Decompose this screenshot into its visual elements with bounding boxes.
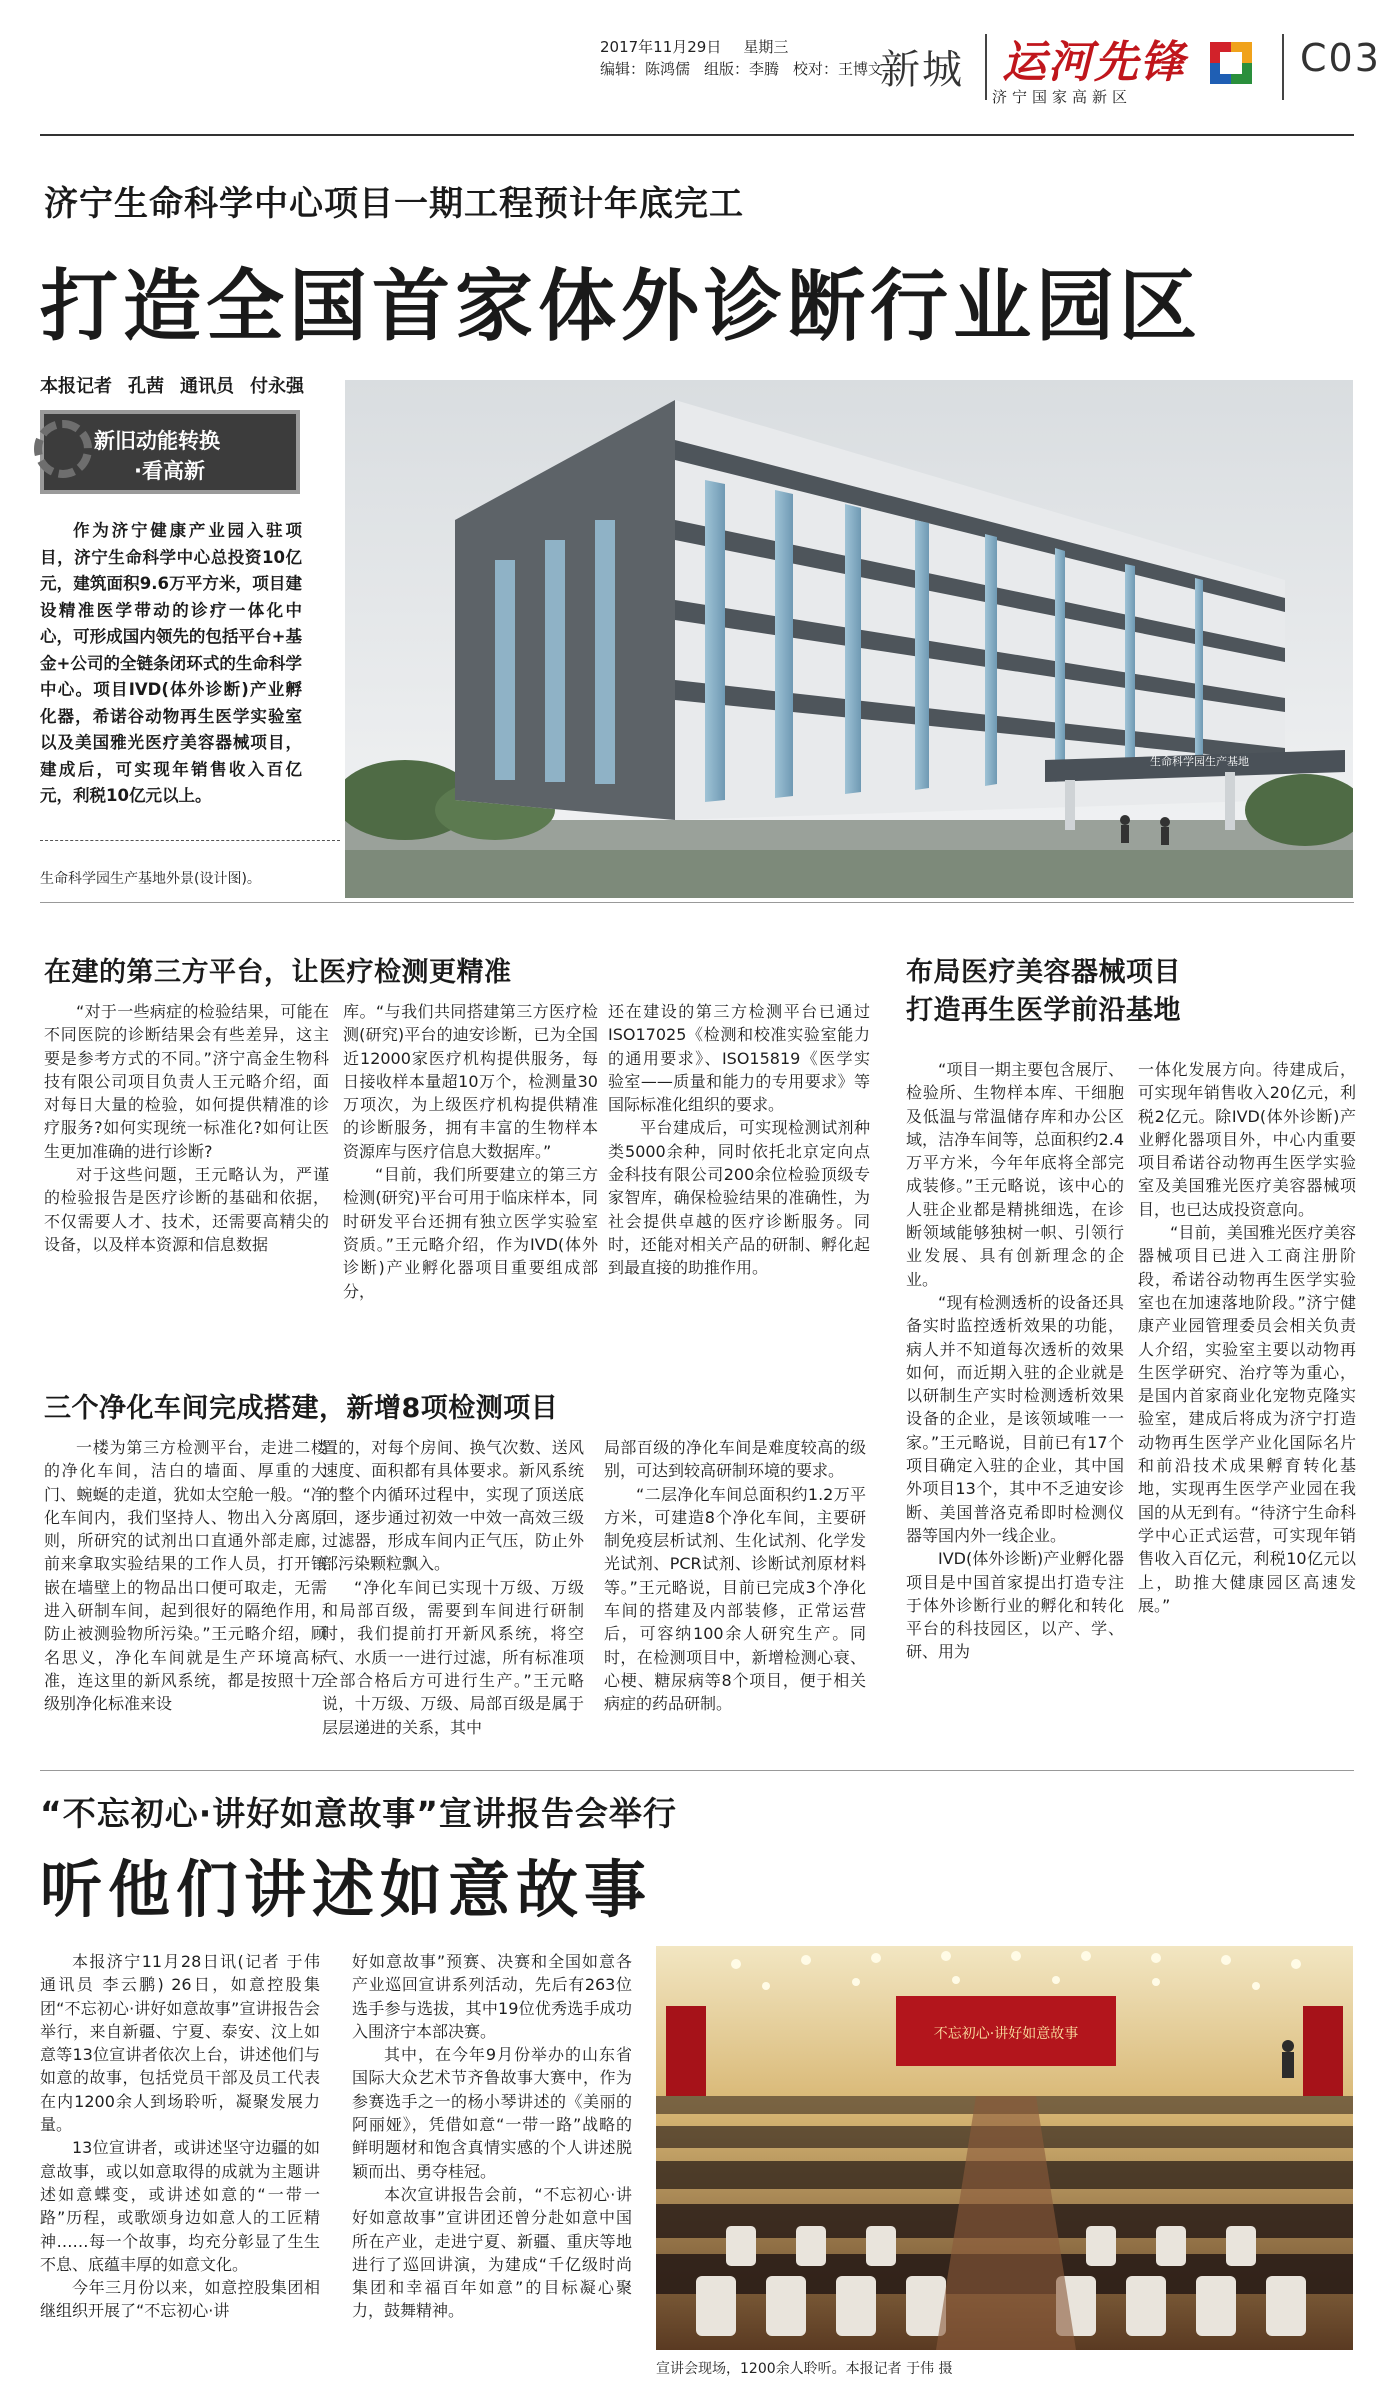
- paragraph: 好如意故事”预赛、决赛和全国如意各产业巡回宣讲系列活动，先后有263位选手参与选拔，其中19位优秀选手成功入围济宁本部决赛。: [352, 1952, 632, 2041]
- paragraph: “项目一期主要包含展厅、检验所、生物样本库、干细胞及低温与常温储存库和办公区域，洁净车间等，总面积约2.4万平方米，今年年底将全部完成装修。”王元略说，该中心的人驻企业都是精挑细选，在诊断领域能够独树一帜、引领行业发展、具有创新理念的企业。: [906, 1060, 1124, 1289]
- header-divider: [985, 34, 987, 100]
- paragraph: “目前，美国雅光医疗美容器械项目已进入工商注册阶段，希诺谷动物再生医学实验室也在加速落地阶段。”济宁健康产业园管理委员会相关负责人介绍，实验室主要以动物再生医学研究、治疗等为重心，是国内首家商业化宠物克隆实验室，建成后将成为济宁打造动物再生医学产业化国际名片和前沿技术成果孵育转化基地，实现再生医学产业园在我国的从无到有。“待济宁生命科学中心正式运营，可实现年销售收入百亿元，利税10亿元以上，助推大健康园区高速发展。”: [1138, 1223, 1356, 1615]
- section2-column-1: [44, 1436, 327, 1716]
- paragraph: 置的，对每个房间、换气次数、送风速度、面积都有具体要求。新风系统的整个内循环过程中，实现了顶送底回，逐步通过初效一中效一高效三级过滤器，形成车间内正气压，防止外部污染颗粒飘入。: [322, 1438, 584, 1574]
- stage-banner: 不忘初心·讲好如意故事: [933, 2026, 1079, 2042]
- paragraph: 局部百级的净化车间是难度较高的级别，可达到较高研制环境的要求。: [604, 1438, 866, 1481]
- issue-date: 2017年11月29日: [600, 38, 722, 56]
- section1-heading: 在建的第三方平台，让医疗检测更精准: [44, 957, 512, 988]
- section1-column-2: [343, 1000, 598, 1303]
- header-divider-2: [1282, 34, 1284, 100]
- article1-lead: [40, 518, 302, 810]
- badge-line1: 新旧动能转换: [94, 429, 220, 453]
- article1-title: 打造全国首家体外诊断行业园区: [40, 262, 1203, 352]
- section-name: 新城: [880, 47, 964, 93]
- header-rule: [40, 134, 1354, 136]
- section2-column-2: [322, 1436, 584, 1739]
- article2-title: 听他们讲述如意故事: [40, 1853, 653, 1926]
- section3-heading: [906, 954, 1181, 1030]
- section-rule: [40, 902, 1354, 903]
- page-number: C03: [1300, 36, 1381, 80]
- column-badge: [40, 410, 300, 494]
- paragraph: “净化车间已实现十万级、万级和局部百级，需要到车间进行研制时，我们提前打开新风系统，将空气、水质一一进行过滤，所有标准项全部合格后方可进行生产。”王元略说，十万级、万级、局部百级是属于层层递进的关系，其中: [322, 1577, 584, 1737]
- badge-line2: ·看高新: [134, 459, 205, 483]
- byline-role: 通讯员: [180, 376, 234, 397]
- paragraph: 其中，在今年9月份举办的山东省国际大众艺术节齐鲁故事大赛中，作为参赛选手之一的杨小琴讲述的《美丽的阿丽娅》，凭借如意“一带一路”战略的鲜明题材和饱含真情实感的个人讲述脱颖而出、勇夺桂冠。: [352, 2045, 632, 2181]
- photo1-caption: 生命科学园生产基地外景(设计图)。: [40, 871, 261, 887]
- conference-hall-photo: [656, 1946, 1353, 2350]
- building-sign: 生命科学园生产基地: [1150, 755, 1249, 768]
- paragraph: “现有检测透析的设备还具备实时监控透析效果的功能，病人并不知道每次透析的效果如何，而近期入驻的企业就是以研制生产实时检测透析效果设备的企业，是该领域唯一一家。”王元略说，目前已有17个项目确定入驻的企业，其中国外项目13个，其中不乏迪安诊断、美国普洛克希即时检测仪器等国内外一线企业。: [906, 1292, 1124, 1545]
- section1-column-3: [608, 1000, 870, 1280]
- article1-byline: [40, 372, 304, 398]
- masthead-meta: [600, 36, 900, 80]
- paper-logo: 运河先锋: [1002, 37, 1186, 88]
- article2-column-1: [40, 1950, 320, 2323]
- layout-credit: 组版：李腾: [704, 60, 780, 78]
- section3-column-1: [906, 1058, 1124, 1664]
- issue-weekday: 星期三: [743, 38, 789, 56]
- byline-name: 付永强: [250, 376, 304, 397]
- paragraph: 一楼为第三方检测平台，走进二楼的净化车间，洁白的墙面、厚重的大门、蜿蜒的走道，犹如太空舱一般。“净化车间内，我们坚持人、物出入分离原则，所研究的试剂出口直通外部走廊，前来拿取实验结果的工作人员，打开镶嵌在墙壁上的物品出口便可取走，无需进入研制车间，起到很好的隔绝作用，防止被测验物所污染。”王元略介绍，顾名思义，净化车间就是生产环境高标准，连这里的新风系统，都是按照十万级别净化标准来设: [44, 1438, 327, 1714]
- gear-icon: [34, 420, 92, 478]
- section1-column-1: [44, 1000, 329, 1256]
- byline-role: 本报记者: [40, 376, 112, 397]
- editor-credit: 编辑：陈鸿儒: [600, 60, 691, 78]
- newspaper-emblem-icon: [1206, 38, 1256, 88]
- lead-paragraph: 作为济宁健康产业园入驻项目，济宁生命科学中心总投资10亿元，建筑面积9.6万平方米，项目建设精准医学带动的诊疗一体化中心，可形成国内领先的包括平台+基金+公司的全链条闭环式的生命科学中心。项目IVD(体外诊断)产业孵化器，希诺谷动物再生医学实验室以及美国雅光医疗美容器械项目，建成后，可实现年销售收入百亿元，利税10亿元以上。: [40, 521, 302, 805]
- section3-column-2: [1138, 1058, 1356, 1617]
- paragraph: 今年三月份以来，如意控股集团相继组织开展了“不忘初心·讲: [40, 2278, 320, 2321]
- article2-column-2: [352, 1950, 632, 2323]
- section2-column-3: [604, 1436, 866, 1716]
- paragraph: “对于一些病症的检验结果，可能在不同医院的诊断结果会有些差异，这主要是参考方式的不同。”济宁高金生物科技有限公司项目负责人王元略介绍，面对每日大量的检验，如何提供精准的诊疗服务?如何实现统一标准化?如何让医生更加准确的进行诊断?: [44, 1002, 329, 1161]
- paragraph: 本报济宁11月28日讯(记者 于伟 通讯员 李云鹏) 26日，如意控股集团“不忘初心·讲好如意故事”宣讲报告会举行，来自新疆、宁夏、泰安、汶上如意等13位宣讲者依次上台，讲述他们与如意的故事，包括党员干部及员工代表在内1200余人到场聆听，凝聚发展力量。: [40, 1952, 320, 2135]
- paragraph: “二层净化车间总面积约1.2万平方米，可建造8个净化车间，主要研制免疫层析试剂、生化试剂、化学发光试剂、PCR试剂、诊断试剂原材料等。”王元略说，目前已完成3个净化车间的搭建及内部装修，正常运营后，可容纳100余人研究生产。同时，在检测项目中，新增检测心衰、心梗、糖尿病等8个项目，便于相关病症的药品研制。: [604, 1484, 866, 1714]
- byline-name: 孔茜: [128, 376, 164, 397]
- paragraph: 13位宣讲者，或讲述坚守边疆的如意故事，或以如意取得的成就为主题讲述如意蝶变，或讲述如意的“一带一路”历程，或歌颂身边如意人的工匠精神……每一个故事，均充分彰显了生生不息、底蕴丰厚的如意文化。: [40, 2138, 320, 2274]
- paragraph: 本次宣讲报告会前，“不忘初心·讲好如意故事”宣讲团还曾分赴如意中国所在产业，走进宁夏、新疆、重庆等地进行了巡回讲演，为建成“千亿级时尚集团和幸福百年如意”的目标凝心聚力，鼓舞精神。: [352, 2184, 632, 2321]
- paragraph: “目前，我们所要建立的第三方检测(研究)平台可用于临床样本，同时研发平台还拥有独立医学实验室资质。”王元略介绍，作为IVD(体外诊断)产业孵化器项目重要组成部分，: [343, 1165, 598, 1301]
- lead-divider: [40, 840, 340, 841]
- paper-logo-subtitle: 济宁国家高新区: [992, 88, 1133, 106]
- article-separator: [40, 1770, 1354, 1771]
- section3-heading-line1: 布局医疗美容器械项目: [906, 957, 1181, 988]
- proof-credit: 校对：王博文: [793, 60, 884, 78]
- article2-subtitle: “不忘初心·讲好如意故事”宣讲报告会举行: [40, 1794, 677, 1833]
- paragraph: 对于这些问题，王元略认为，严谨的检验报告是医疗诊断的基础和依据，不仅需要人才、技术，还需要高精尖的设备，以及样本资源和信息数据: [44, 1165, 329, 1254]
- paragraph: 平台建成后，可实现检测试剂种类5000余种，同时依托北京定向点金科技有限公司200余位检验顶级专家智库，确保检验结果的准确性，为社会提供卓越的医疗诊断服务。同时，还能对相关产品的研制、孵化起到最直接的助推作用。: [608, 1118, 870, 1278]
- paragraph: 库。“与我们共同搭建第三方医疗检测(研究)平台的迪安诊断，已为全国近12000家医疗机构提供服务，每日接收样本量超10万个，检测量30万项次，为上级医疗机构提供精准的诊断服务，拥有丰富的生物样本资源库与医疗信息大数据库。”: [343, 1002, 598, 1161]
- article1-subtitle: 济宁生命科学中心项目一期工程预计年底完工: [44, 184, 744, 224]
- section3-heading-line2: 打造再生医学前沿基地: [906, 995, 1181, 1026]
- paragraph: 还在建设的第三方检测平台已通过ISO17025《检测和校准实验室能力的通用要求》、ISO15819《医学实验室——质量和能力的专用要求》等国际标准化组织的要求。: [608, 1002, 870, 1115]
- photo2-caption: 宣讲会现场，1200余人聆听。本报记者 于伟 摄: [656, 2361, 953, 2377]
- paragraph: 一体化发展方向。待建成后，可实现年销售收入20亿元，利税2亿元。除IVD(体外诊断)产业孵化器项目外，中心内重要项目希诺谷动物再生医学实验室及美国雅光医疗美容器械项目，也已达成投资意向。: [1138, 1060, 1356, 1219]
- building-rendering-photo: [345, 380, 1353, 898]
- section2-heading: 三个净化车间完成搭建，新增8项检测项目: [44, 1393, 559, 1424]
- paragraph: IVD(体外诊断)产业孵化器项目是中国首家提出打造专注于体外诊断行业的孵化和转化平台的科技园区，以产、学、研、用为: [906, 1549, 1124, 1662]
